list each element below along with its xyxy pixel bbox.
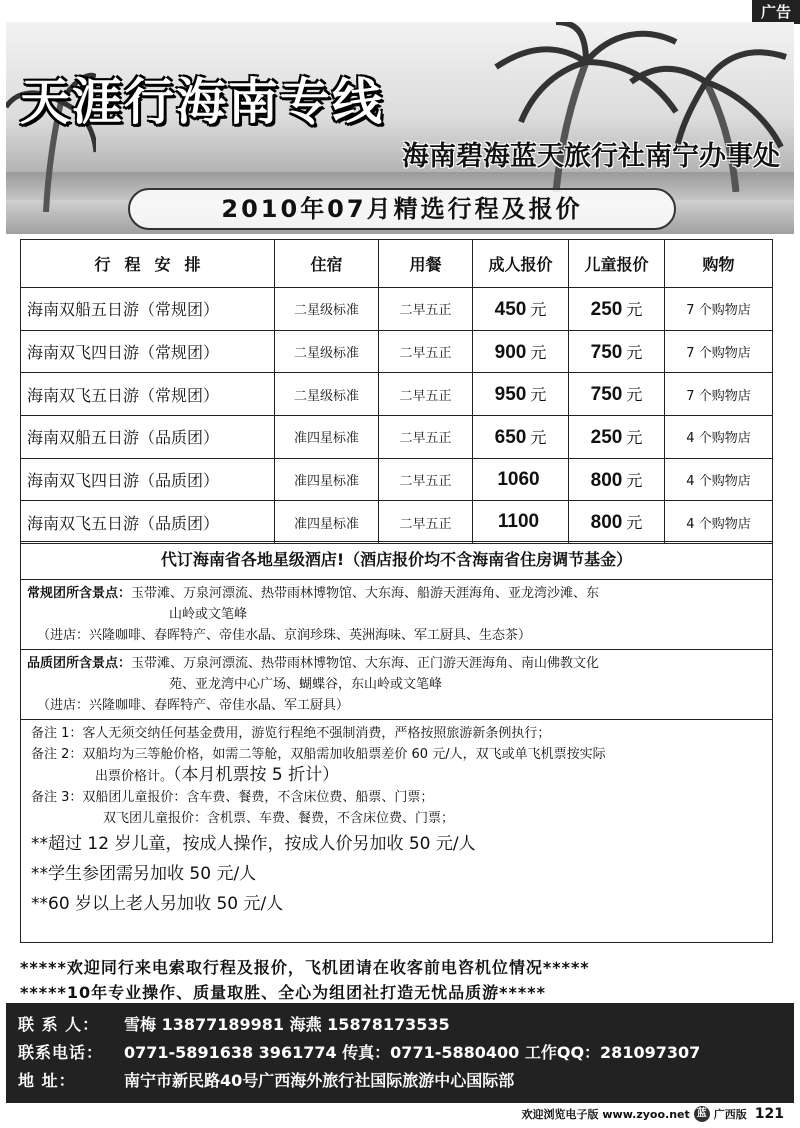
col-child-header: 儿童报价 [569, 240, 665, 288]
child-price-unit: 元 [626, 342, 643, 362]
hotel-booking-line: 代订海南省各地星级酒店!（酒店报价均不含海南省住房调节基金） [21, 542, 772, 580]
price-table [20, 239, 773, 544]
child-price: 800 [590, 469, 623, 491]
contact-person-label: 联 系 人： [18, 1015, 100, 1034]
regular-label: 常规团所含景点： [27, 586, 132, 601]
route-cell: 海南双飞四日游（品质团） [21, 458, 275, 501]
col-hotel-header: 住宿 [275, 240, 379, 288]
adult-price-cell [473, 416, 569, 459]
contact-person-value: 雪梅 13877189981 海燕 15878173535 [124, 1015, 450, 1034]
shop-cell: 4 个购物店 [665, 458, 773, 501]
col-route-header: 行程安排 [21, 240, 275, 288]
adult-price-unit: 元 [530, 427, 547, 447]
shop-cell: 7 个购物店 [665, 330, 773, 373]
footer-edition: 广西版 [713, 1108, 747, 1121]
table-row [21, 288, 773, 331]
route-cell: 海南双飞五日游（常规团） [21, 373, 275, 416]
meal-cell: 二早五正 [379, 458, 473, 501]
quality-sights-line2: 苑、亚龙湾中心广场、蝴蝶谷，东山岭或文笔峰 [169, 677, 443, 692]
meal-cell: 二早五正 [379, 373, 473, 416]
hotel-cell: 二星级标准 [275, 373, 379, 416]
note-2-tail: 出票价格计。 [95, 769, 174, 784]
hotel-cell: 准四星标准 [275, 458, 379, 501]
contact-phone-line [18, 1039, 784, 1067]
shop-cell: 7 个购物店 [665, 373, 773, 416]
note-2: 备注 2：双船均为三等舱价格，如需二等舱，双船需加收船票差价 60 元/人，双飞或单飞机票按实际 [31, 747, 606, 762]
shop-cell: 4 个购物店 [665, 416, 773, 459]
ad-tag: 广告 [752, 0, 800, 24]
hotel-cell: 二星级标准 [275, 288, 379, 331]
note-1: 备注 1：客人无须交纳任何基金费用，游览行程绝不强制消费，严格按照旅游新条例执行； [31, 726, 551, 741]
info-box [20, 541, 773, 943]
shop-cell: 4 个购物店 [665, 501, 773, 544]
surcharge-student: **学生参团需另加收 50 元/人 [31, 864, 257, 884]
slogan-quality: *****10年专业操作、质量取胜、全心为组团社打造无忧品质游***** [20, 983, 546, 1002]
surcharge-child: **超过 12 岁儿童，按成人操作，按成人价另加收 50 元/人 [31, 834, 476, 854]
regular-sights-line2: 山岭或文笔峰 [169, 607, 248, 622]
table-row [21, 373, 773, 416]
table-row [21, 501, 773, 544]
surcharge-senior: **60 岁以上老人另加收 50 元/人 [31, 894, 284, 914]
child-price-unit: 元 [626, 470, 643, 490]
meal-cell: 二早五正 [379, 330, 473, 373]
airfare-discount: （本月机票按 5 折计） [173, 765, 340, 785]
page-title: 天涯行海南专线 [20, 73, 384, 131]
child-price-cell [569, 288, 665, 331]
meal-cell: 二早五正 [379, 416, 473, 459]
meal-cell: 二早五正 [379, 288, 473, 331]
child-price-cell [569, 501, 665, 544]
route-cell: 海南双船五日游（品质团） [21, 416, 275, 459]
quality-sights-line1: 玉带滩、万泉河漂流、热带雨林博物馆、大东海、正门游天涯海角、南山佛教文化 [131, 656, 600, 671]
page-number: 121 [754, 1106, 784, 1122]
table-row [21, 330, 773, 373]
contact-address-value: 南宁市新民路40号广西海外旅行社国际旅游中心国际部 [124, 1071, 515, 1090]
shop-cell: 7 个购物店 [665, 288, 773, 331]
route-cell: 海南双飞四日游（常规团） [21, 330, 275, 373]
adult-price: 650 [494, 426, 527, 448]
child-price-unit: 元 [626, 513, 643, 533]
period-title: 2010年07月精选行程及报价 [128, 188, 676, 230]
table-row [21, 458, 773, 501]
child-price-unit: 元 [626, 385, 643, 405]
route-cell: 海南双飞五日游（品质团） [21, 501, 275, 544]
child-price-cell [569, 458, 665, 501]
child-price-cell [569, 373, 665, 416]
adult-price: 450 [494, 298, 527, 320]
note-3-cont: 双飞团儿童报价：含机票、车费、餐费，不含床位费、门票； [103, 811, 455, 826]
regular-sights-line1: 玉带滩、万泉河漂流、热带雨林博物馆、大东海、船游天涯海角、亚龙湾沙滩、东 [131, 586, 600, 601]
child-price: 800 [590, 512, 623, 534]
contact-address-label: 地 址： [18, 1071, 76, 1090]
adult-price-unit: 元 [530, 385, 547, 405]
slogan-inquiry: *****欢迎同行来电索取行程及报价，飞机团请在收客前电咨机位情况***** [20, 958, 590, 977]
child-price-unit: 元 [626, 299, 643, 319]
contact-block [6, 1003, 794, 1103]
col-adult-header: 成人报价 [473, 240, 569, 288]
child-price-cell [569, 416, 665, 459]
notes-section [21, 720, 772, 922]
child-price-cell [569, 330, 665, 373]
adult-price-cell [473, 501, 569, 544]
child-price: 750 [590, 384, 623, 406]
route-cell: 海南双船五日游（常规团） [21, 288, 275, 331]
quality-tour-section [21, 650, 772, 720]
note-2-cont [31, 765, 762, 787]
contact-person-line [18, 1011, 784, 1039]
child-price: 250 [590, 298, 623, 320]
adult-price-cell [473, 373, 569, 416]
adult-price: 950 [494, 384, 527, 406]
note-3: 备注 3：双船团儿童报价：含车费、餐费，不含床位费、船票、门票； [31, 790, 434, 805]
footer-site: 欢迎浏览电子版 www.zyoo.net [521, 1108, 690, 1121]
hotel-cell: 二星级标准 [275, 330, 379, 373]
quality-shops: （进店：兴隆咖啡、春晖特产、帝佳水晶、军工厨具） [37, 698, 350, 713]
child-price: 250 [590, 426, 623, 448]
quality-label: 品质团所含景点： [27, 656, 132, 671]
header-banner [6, 22, 794, 234]
col-shop-header: 购物 [665, 240, 773, 288]
adult-price: 900 [494, 341, 527, 363]
table-row [21, 416, 773, 459]
child-price: 750 [590, 341, 623, 363]
magazine-logo-icon: 蓝 [694, 1106, 710, 1122]
adult-price: 1060 [497, 468, 540, 490]
hotel-cell: 准四星标准 [275, 501, 379, 544]
regular-shops: （进店：兴隆咖啡、春晖特产、帝佳水晶、京润珍珠、英洲海味、军工厨具、生态茶） [37, 628, 532, 643]
agency-name: 海南碧海蓝天旅行社南宁办事处 [402, 141, 780, 172]
hotel-cell: 准四星标准 [275, 416, 379, 459]
contact-phone-label: 联系电话： [18, 1043, 104, 1062]
adult-price-cell [473, 288, 569, 331]
regular-tour-section [21, 580, 772, 650]
child-price-unit: 元 [626, 427, 643, 447]
page-footer [522, 1106, 784, 1122]
col-meal-header: 用餐 [379, 240, 473, 288]
adult-price-unit: 元 [530, 299, 547, 319]
meal-cell: 二早五正 [379, 501, 473, 544]
adult-price-unit: 元 [530, 342, 547, 362]
contact-address-line [18, 1067, 784, 1095]
contact-phone-value: 0771-5891638 3961774 传真：0771-5880400 工作QQ：281097307 [124, 1043, 701, 1062]
table-header-row [21, 240, 773, 288]
adult-price-cell [473, 330, 569, 373]
adult-price: 1100 [497, 511, 540, 533]
adult-price-cell [473, 458, 569, 501]
